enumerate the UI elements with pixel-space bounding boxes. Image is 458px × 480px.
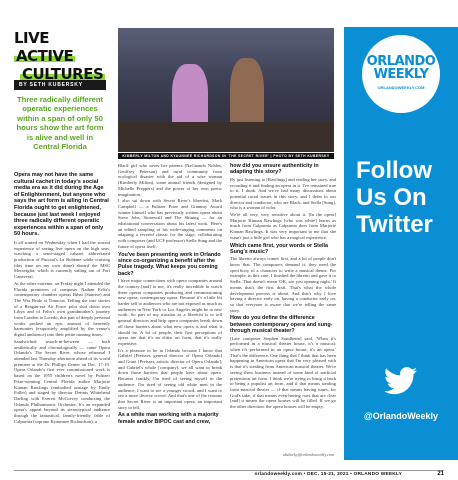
- paragraph: The libretto always comes first, and a lot of people don't know that. The composers demand it; they need the specificity of a character to write a musical theme. For example, in this case, I finished the libretto and gave it to Stella. That doesn't mean 'OK, see you opening night.' It means that's the first draft. That's what the whole development process is about. And that's why I love having a director early on, having a conductor early on, so that everyone is aware that we're telling the same story.: [230, 256, 336, 313]
- article-column-2: [118, 163, 222, 451]
- paragraph: By just listening to [Rawlings] and reading her story, and recording it and finding an opera in it. I've remained true to it. I think. And we've had many discussions about potential racial issues in this story, and I defer to our director and conductor, who are Black, and Stella [Sung], who is a woman of color.: [230, 176, 336, 211]
- interview-question: how did you ensure authenticity in adapting this story?: [230, 163, 319, 176]
- twitter-bird-icon: [384, 367, 418, 395]
- author-email[interactable]: skuberky@orlandoweekly.com: [282, 452, 334, 457]
- interview-question: You've been presenting work in Orlando since co-organizing a benefit after the Pulse tragedy. What keeps you coming back?: [118, 251, 221, 277]
- paragraph: Black girl who saves her parents (NaGuanda Nobles, Geoffrey Peterson) and rural community from ecological disaster with the aid of a wise woman (Kimberly Milton), some animal friends (designed by Michelle Preppers) and the power of her own poetic imagination.: [118, 163, 222, 197]
- paragraph: [Late composer Stephen Sondheim] said, 'When it's performed in a musical theater house, it's a musical; when it's performed in an opera house, it's an opera.' That's the difference. One thing that I think that has been happening in American opera that I'm very pleased with is that it's stealing from American musical theater. We're seeing show business instead of some kind of artificial pretentious art form. I think we're trying to bring it back to being a populist art form, and if that means stealing from musical theater — if that means having tunes, for God's sake, if that means even having cues that are clear [and] it means the opera houses will be filled. If we go the other direction, the opera houses will be empty.: [230, 335, 336, 410]
- page-number: 21: [437, 471, 444, 477]
- article-lead: Opera may not have the same cultural cachet in today's social media era as it did during the Age of Enlightenment, but anyone who says the art form is ailing in Central Florida ought to get enlightened, because just last week I enjoyed three radically different operatic experiences within a span of only 50 hours.: [14, 172, 109, 238]
- section-title-line-2: ACTIVE: [16, 47, 74, 65]
- byline: BY SETH KUBERSKY: [14, 80, 106, 90]
- article-column-3: [230, 163, 336, 453]
- interview-question: How do you define the difference between contemporary opera and sung-through musical theater?: [230, 315, 333, 335]
- photo-caption: KIMBERLY MILTON AND KYAUNNEE RICHARDSON IN 'THE SECRET RIVER' | PHOTO BY SETH KUBERSKY: [118, 153, 334, 159]
- paragraph: It's a pleasure to be in Orlando because I know that Gabriel [Preisser, general director of Opera Orlando] and Grant [Preisser, artistic director of Opera Orlando], and Gabriel's whole [company], we all want to break down those barriers that people have about opera. Because frankly, I'm tired of seeing myself in the audience. I'm tired of seeing old white men in the audience; I want to see a younger crowd, and I want to see a more diverse crowd. And that's one of the reasons that Secret River is an important opera, an important story to tell.: [118, 347, 222, 410]
- twitter-handle: @OrlandoWeekly: [363, 411, 439, 421]
- article-column-1: [14, 172, 110, 462]
- logo-line-3: ORLANDOWEEKLY.COM: [377, 85, 425, 90]
- stage-floor: [118, 122, 334, 152]
- section-title-line-3: CULTURES: [22, 65, 104, 83]
- footer-rule: [14, 470, 444, 471]
- paragraph: It all started on Wednesday when I had the surreal experience of seeing live opera on the high seas, watching a semi-staged cabaret abbreviated production of Puccini's La Bohème while cruising (this time on my own dime) aboard the MSC Meraviglia, which is currently sailing out of Port Canaveral.: [14, 239, 110, 280]
- paragraph: Sandwiched smack-in-between — both aesthetically and chronologically — came Opera Orlando's The Secret River, whose rehearsal I attended last Thursday afternoon ahead of its world premiere at the Dr. Phillips Center on Dec. 17-19. Opera Orlando's first ever commissioned work is based on the 1955 children's novel by Pulitzer Prize-winning Central Florida author Marjorie Kinnan Rawlings (embodied onstage by Emily Fuller) and staged by director Dennis Whitehead Darling with Everett McCorvey conducting the Orlando Philharmonic Orchestra. It's an expanded opera's appeal beyond its stereotypical audience through the fantastical, family-friendly fable of Calpurnia (soprano Kyaunnee Richardson), a: [14, 338, 110, 424]
- section-title: [14, 29, 134, 83]
- article-photo: [118, 28, 334, 152]
- paragraph: At the other extreme, on Friday night I attended the Florida premieres of composer Nathan Felix's contemporary chamber operas Bibai (Sunrise) and The War Bride at Timucua. Telling the true stories of a Reagan-era Air Force pilot shot down over Libya and of Felix's own grandmother's journey from London to Loredo, this pair of deeply personal works packed an epic amount of heavenly harmonies (exquisitely amplified by the venue's digital ambience) into their petite running times.: [14, 280, 110, 338]
- section-title-line-1: LIVE: [14, 29, 49, 47]
- footer-text: orlandoweekly.com • DEC. 15-21, 2021 • ORLANDO WEEKLY: [254, 472, 402, 477]
- interview-question: Which came first, your words or Stella Sung's music?: [230, 242, 328, 255]
- paragraph: We're all very, very sensitive about it. [In the opera] Marjorie Kinnan Rawlings [who was white] learns as much from Calpurnia as Calpurnia does from Marjorie Kinnan Rawlings. It was very important to me that she wasn't just a little girl who has a magical experience.: [230, 212, 336, 240]
- page-footer: [0, 470, 458, 480]
- orlando-weekly-logo: [362, 35, 440, 113]
- ad-headline: Follow Us On Twitter: [356, 157, 433, 238]
- interview-question: As a white man working with a majority female and/or BIPOC cast and crew,: [118, 412, 219, 425]
- twitter-follow-ad[interactable]: [344, 27, 458, 460]
- paragraph: I also sat down with Secret River's librettist, Mark Campbell — a Pulitzer Prize and Grammy Award winner himself who has previously written opera about Steve Jobs, Stonewall and The Shining — for an educational conversation about his latest work. Here's an edited sampling of his wide-ranging comments on adapting a revered classic for the stage, collaborating with composer (and UCF professor) Stella Sung and the future of opera itself.: [118, 198, 222, 249]
- logo-line-1: ORLANDO: [366, 54, 436, 69]
- paragraph: I have major connections with opera companies around the country [and] to me, it's really incredible to watch these operas companies producing and commissioning new opera, contemporary opera. Because it's a little bit harder sell to audiences who are not exposed as much as audiences in New York or Los Angeles might be to new work. So part of my mission as a librettist is to tell general directors and help opera companies break down all these barriers about what new opera is and what it should be. A lot of people, their first perceptions of opera are that it's an elitist art form, that it's really expensive.: [118, 278, 222, 346]
- logo-line-2: WEEKLY: [373, 67, 429, 82]
- pullquote: Three radically different operatic experiences within a span of only 50 hours show the art form is alive and well in Central Florida: [16, 95, 104, 152]
